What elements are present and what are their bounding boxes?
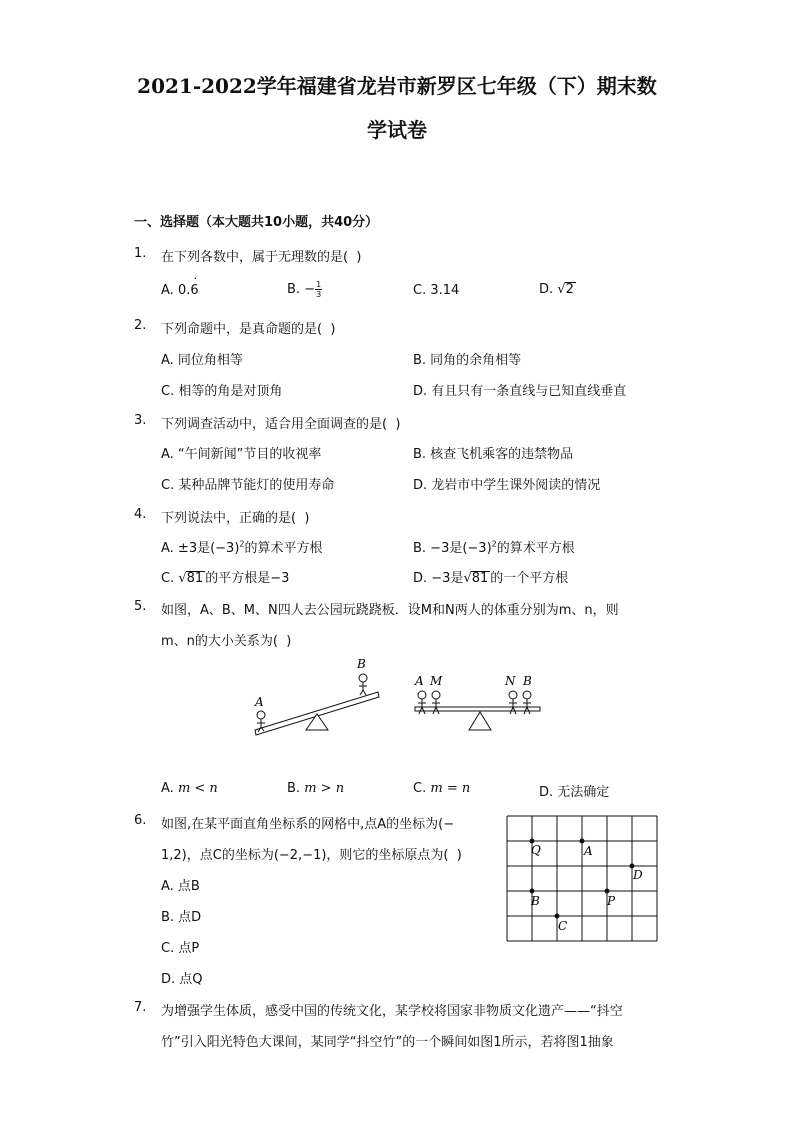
q1-option-a — [161, 283, 199, 298]
q4-option-d-post: 的一个平方根 — [490, 571, 569, 586]
q5-option-c-label: C. — [413, 781, 427, 796]
grid-label-b: B — [531, 894, 540, 908]
grid-point-c — [555, 914, 560, 919]
q3-number: 3. — [134, 413, 147, 428]
q1-option-b-label: B. — [287, 282, 301, 297]
q4-option-d-pre: D. −3是 — [413, 571, 464, 586]
seesaw-right-fulcrum-icon — [469, 712, 491, 730]
q5-stem-line2: m、n的大小关系为( ) — [161, 634, 292, 649]
q1-option-b-sign: − — [304, 282, 316, 297]
q1-option-d-radicand: 2 — [565, 282, 574, 297]
q6-stem-line2: 1,2)，点C的坐标为(−2,−1)，则它的坐标原点为( ) — [161, 848, 462, 863]
q1-number: 1. — [134, 246, 147, 261]
section-heading: 一、选择题（本大题共10小题，共40分） — [134, 215, 379, 230]
q5-option-a — [161, 781, 218, 796]
q5-option-a-label: A. — [161, 781, 174, 796]
q6-option-c: C. 点P — [161, 941, 200, 956]
seesaw-left-label-b: B — [357, 657, 366, 671]
q2-option-b: B. 同角的余角相等 — [413, 353, 522, 368]
q4-option-b — [413, 537, 575, 556]
seesaw-right-label-a: A — [415, 674, 424, 688]
q3-option-a: A. “午间新闻”节目的收视率 — [161, 447, 322, 462]
sqrt-icon: √ — [178, 571, 187, 586]
q3-option-c: C. 某种品牌节能灯的使用寿命 — [161, 478, 335, 493]
exam-title-line1: 2021-2022学年福建省龙岩市新罗区七年级（下）期末数 — [137, 74, 657, 98]
q5-option-c-expr: m = n — [430, 781, 471, 796]
q6-option-d: D. 点Q — [161, 972, 203, 987]
exam-title-line2: 学试卷 — [367, 118, 427, 142]
q2-number: 2. — [134, 318, 147, 333]
q4-option-a-post: 的算术平方根 — [244, 541, 323, 556]
q7-stem-line2: 竹”引入阳光特色大课间，某同学“抖空竹”的一个瞬间如图1所示，若将图1抽象 — [161, 1035, 614, 1050]
q1-option-a-int: 0. — [177, 283, 191, 298]
q4-option-a — [161, 537, 323, 556]
q5-stem-line1: 如图，A、B、M、N四人去公园玩跷跷板．设M和N两人的体重分别为m、n，则 — [161, 603, 619, 618]
q7-number: 7. — [134, 1000, 147, 1015]
grid-label-p: P — [607, 894, 616, 908]
q5-option-b-label: B. — [287, 781, 301, 796]
q3-option-d: D. 龙岩市中学生课外阅读的情况 — [413, 478, 601, 493]
q6-option-b: B. 点D — [161, 910, 202, 925]
sqrt-icon: √ — [463, 571, 472, 586]
q4-option-b-post: 的算术平方根 — [496, 541, 575, 556]
q2-stem: 下列命题中，是真命题的是( ) — [161, 322, 336, 337]
q4-option-d-radicand: 81 — [471, 571, 489, 586]
grid-label-d: D — [633, 868, 643, 882]
q1-option-a-label: A. — [161, 283, 174, 298]
q5-option-b-expr: m > n — [304, 781, 345, 796]
q3-stem: 下列调查活动中，适合用全面调查的是( ) — [161, 417, 401, 432]
q5-number: 5. — [134, 599, 147, 614]
fraction — [315, 280, 322, 299]
fraction-denominator: 3 — [316, 290, 322, 299]
q1-option-d-label: D. — [539, 282, 554, 297]
q1-stem: 在下列各数中，属于无理数的是( ) — [161, 250, 362, 265]
q1-option-d — [539, 282, 576, 297]
seesaw-right-board — [415, 707, 540, 711]
q4-option-c — [161, 567, 289, 586]
q4-option-c-radicand: 81 — [186, 571, 204, 586]
q6-number: 6. — [134, 813, 147, 828]
q5-option-d: D. 无法确定 — [539, 785, 610, 800]
q5-option-a-expr: m < n — [177, 781, 218, 796]
seesaw-right-label-n: N — [505, 674, 516, 688]
q1-option-c — [413, 283, 459, 298]
grid-label-a: A — [584, 844, 593, 858]
seesaw-right-label-m: M — [430, 674, 443, 688]
q4-option-c-label: C. — [161, 571, 175, 586]
grid-point-p — [605, 889, 610, 894]
q2-option-c: C. 相等的角是对顶角 — [161, 384, 283, 399]
q1-option-c-text: 3.14 — [430, 283, 460, 298]
seesaw-right — [414, 674, 540, 730]
q4-option-a-exponent: 2 — [239, 539, 245, 549]
q4-number: 4. — [134, 507, 147, 522]
seesaw-right-label-b: B — [523, 674, 532, 688]
q4-option-a-pre: A. ±3是(−3) — [161, 541, 240, 556]
q4-stem: 下列说法中，正确的是( ) — [161, 511, 310, 526]
q6-stem-line1: 如图,在某平面直角坐标系的网格中,点A的坐标为(− — [161, 817, 455, 832]
sqrt-icon: √ — [557, 282, 566, 297]
q7-stem-line1: 为增强学生体质，感受中国的传统文化，某学校将国家非物质文化遗产——“抖空 — [161, 1004, 623, 1019]
q4-option-c-post: 的平方根是−3 — [205, 571, 290, 586]
q4-option-d — [413, 567, 568, 586]
q4-option-b-exponent: 2 — [491, 539, 497, 549]
seesaw-figure — [250, 652, 550, 742]
q3-option-b: B. 核查飞机乘客的违禁物品 — [413, 447, 574, 462]
seesaw-left-label-a: A — [255, 695, 264, 709]
q1-option-b — [287, 280, 322, 299]
q6-option-a: A. 点B — [161, 879, 200, 894]
q5-option-b — [287, 781, 344, 796]
grid-label-c: C — [558, 919, 568, 933]
q1-option-c-label: C. — [413, 283, 427, 298]
q2-option-d: D. 有且只有一条直线与已知直线垂直 — [413, 384, 627, 399]
grid-label-q: Q — [531, 843, 541, 857]
q1-option-a-repeating: 6 ˙ — [190, 283, 198, 298]
coordinate-grid-figure — [506, 815, 660, 943]
q4-option-b-pre: B. −3是(−3) — [413, 541, 492, 556]
fraction-numerator: 1 — [316, 280, 322, 289]
grid-point-a — [580, 839, 585, 844]
person-icon — [359, 674, 367, 695]
q2-option-a: A. 同位角相等 — [161, 353, 243, 368]
grid-point-b — [530, 889, 535, 894]
q5-option-c — [413, 781, 470, 796]
seesaw-left — [254, 657, 379, 735]
